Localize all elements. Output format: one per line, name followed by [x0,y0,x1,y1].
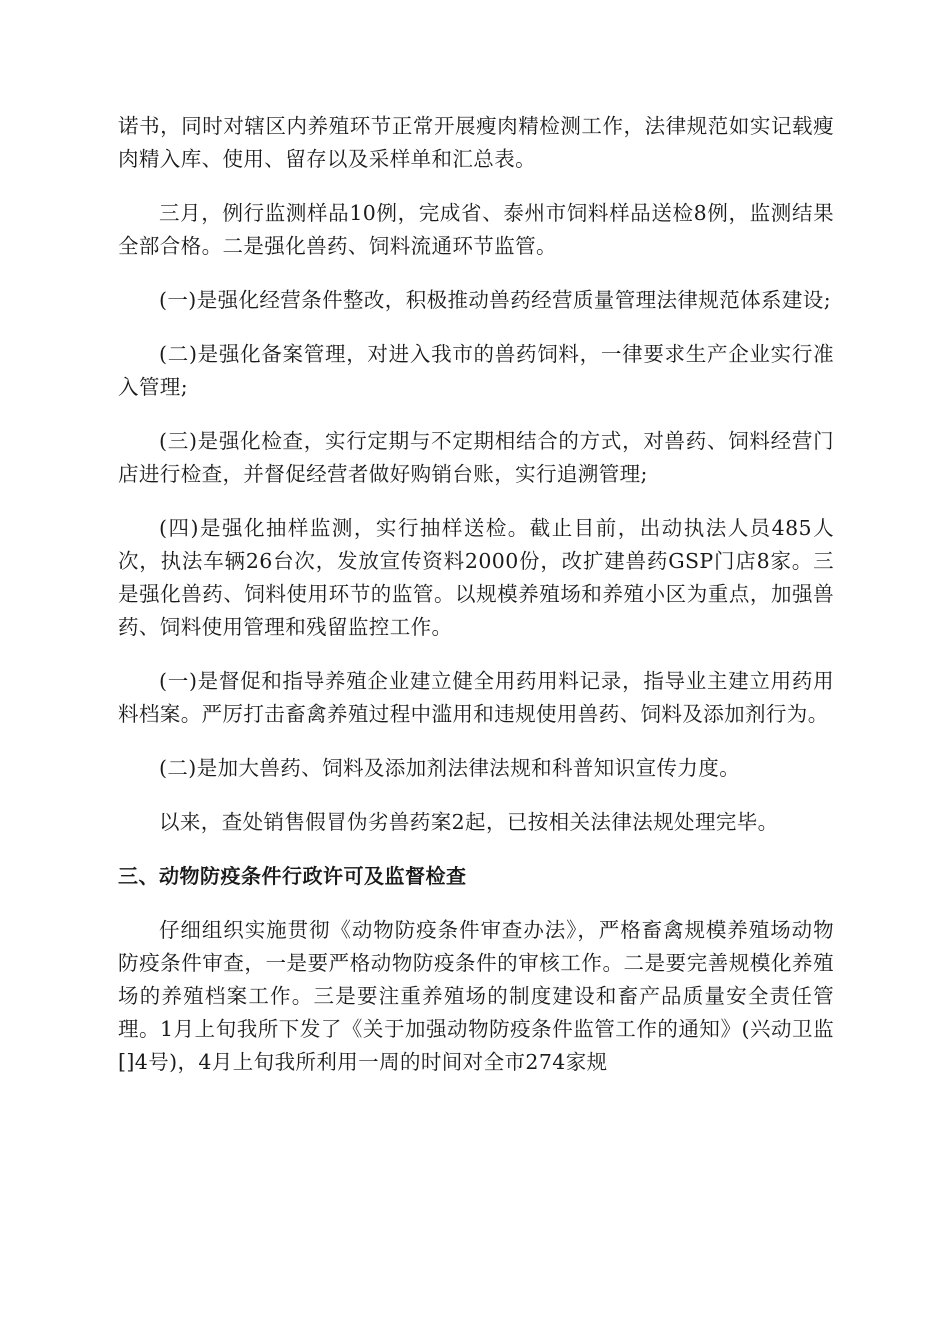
paragraph-section-3: 仔细组织实施贯彻《动物防疫条件审查办法》，严格畜禽规模养殖场动物防疫条件审查，一是要严格动物防疫条件的审核工作。二是要完善规模化养殖场的养殖档案工作。三是要注重养殖场的制度建设和畜产品质量安全责任管理。1月上旬我所下发了《关于加强动物防疫条件监管工作的通知》(兴动卫监[]4号)，4月上旬我所利用一周的时间对全市274家规 [118,918,834,1074]
paragraph-usage-item-1: (一)是督促和指导养殖企业建立健全用药用料记录，指导业主建立用药用料档案。严厉打击畜禽养殖过程中滥用和违规使用兽药、饲料及添加剂行为。 [118,669,834,726]
paragraph-march-monitoring: 三月，例行监测样品10例，完成省、泰州市饲料样品送检8例，监测结果全部合格。二是强化兽药、饲料流通环节监管。 [118,201,834,258]
paragraph-item-2: (二)是强化备案管理，对进入我市的兽药饲料，一律要求生产企业实行准入管理; [118,342,834,399]
paragraph-cases: 以来，查处销售假冒伪劣兽药案2起，已按相关法律法规处理完毕。 [159,810,779,834]
document-body [118,110,834,1100]
paragraph-item-4: (四)是强化抽样监测，实行抽样送检。截止目前，出动执法人员485人次，执法车辆26台次，发放宣传资料2000份，改扩建兽药GSP门店8家。三是强化兽药、饲料使用环节的监管。以规模养殖场和养殖小区为重点，加强兽药、饲料使用管理和残留监控工作。 [118,516,834,639]
paragraph-item-3: (三)是强化检查，实行定期与不定期相结合的方式，对兽药、饲料经营门店进行检查，并督促经营者做好购销台账，实行追溯管理; [118,429,834,486]
section-heading: 三、动物防疫条件行政许可及监督检查 [118,864,467,888]
paragraph-continued: 诺书，同时对辖区内养殖环节正常开展瘦肉精检测工作，法律规范如实记载瘦肉精入库、使用、留存以及采样单和汇总表。 [118,114,834,171]
paragraph-usage-item-2: (二)是加大兽药、饲料及添加剂法律法规和科普知识宣传力度。 [159,756,741,780]
paragraph-item-1: (一)是强化经营条件整改，积极推动兽药经营质量管理法律规范体系建设; [159,288,832,312]
